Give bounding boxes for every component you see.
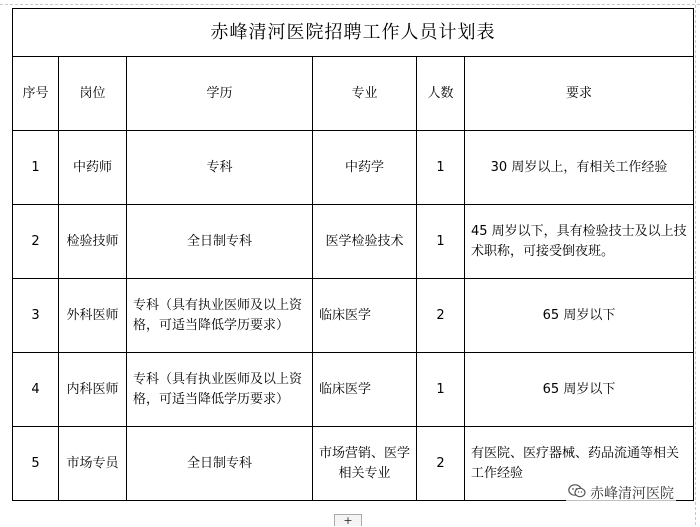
cell-major: 医学检验技术 — [313, 205, 417, 279]
header-no: 序号 — [13, 57, 59, 131]
cell-education: 专科 — [127, 131, 313, 205]
cell-requirement: 有医院、医疗器械、药品流通等相关工作经验 — [465, 427, 694, 501]
table-title: 赤峰清河医院招聘工作人员计划表 — [13, 9, 694, 57]
cell-count: 2 — [417, 279, 465, 353]
watermark — [566, 483, 676, 503]
cell-position: 中药师 — [59, 131, 127, 205]
table-row — [13, 205, 694, 279]
cell-major: 临床医学 — [313, 279, 417, 353]
cell-education: 专科（具有执业医师及以上资格，可适当降低学历要求） — [127, 279, 313, 353]
header-major: 专业 — [313, 57, 417, 131]
cell-major: 中药学 — [313, 131, 417, 205]
header-count: 人数 — [417, 57, 465, 131]
page-guide-line — [0, 4, 700, 5]
wechat-icon — [568, 483, 586, 503]
cell-no: 1 — [13, 131, 59, 205]
cell-education: 全日制专科 — [127, 205, 313, 279]
cell-education: 专科（具有执业医师及以上资格，可适当降低学历要求） — [127, 353, 313, 427]
cell-position: 内科医师 — [59, 353, 127, 427]
page-guide-line — [695, 0, 696, 525]
cell-requirement: 45 周岁以下，具有检验技士及以上技术职称，可接受倒夜班。 — [465, 205, 694, 279]
cell-count: 1 — [417, 205, 465, 279]
cell-requirement: 30 周岁以上，有相关工作经验 — [465, 131, 694, 205]
table-header-row — [13, 57, 694, 131]
cell-no: 3 — [13, 279, 59, 353]
cell-no: 4 — [13, 353, 59, 427]
cell-major: 市场营销、医学相关专业 — [313, 427, 417, 501]
table-row — [13, 131, 694, 205]
header-education: 学历 — [127, 57, 313, 131]
cell-requirement: 65 周岁以下 — [465, 279, 694, 353]
add-row-button[interactable]: + — [334, 514, 362, 526]
table-row — [13, 353, 694, 427]
cell-count: 2 — [417, 427, 465, 501]
table-row — [13, 279, 694, 353]
cell-requirement: 65 周岁以下 — [465, 353, 694, 427]
cell-education: 全日制专科 — [127, 427, 313, 501]
header-position: 岗位 — [59, 57, 127, 131]
recruitment-plan-table — [12, 8, 694, 501]
header-requirement: 要求 — [465, 57, 694, 131]
cell-position: 市场专员 — [59, 427, 127, 501]
watermark-text: 赤峰清河医院 — [590, 486, 674, 502]
cell-count: 1 — [417, 353, 465, 427]
cell-no: 5 — [13, 427, 59, 501]
cell-count: 1 — [417, 131, 465, 205]
cell-major: 临床医学 — [313, 353, 417, 427]
cell-position: 检验技师 — [59, 205, 127, 279]
cell-position: 外科医师 — [59, 279, 127, 353]
cell-no: 2 — [13, 205, 59, 279]
